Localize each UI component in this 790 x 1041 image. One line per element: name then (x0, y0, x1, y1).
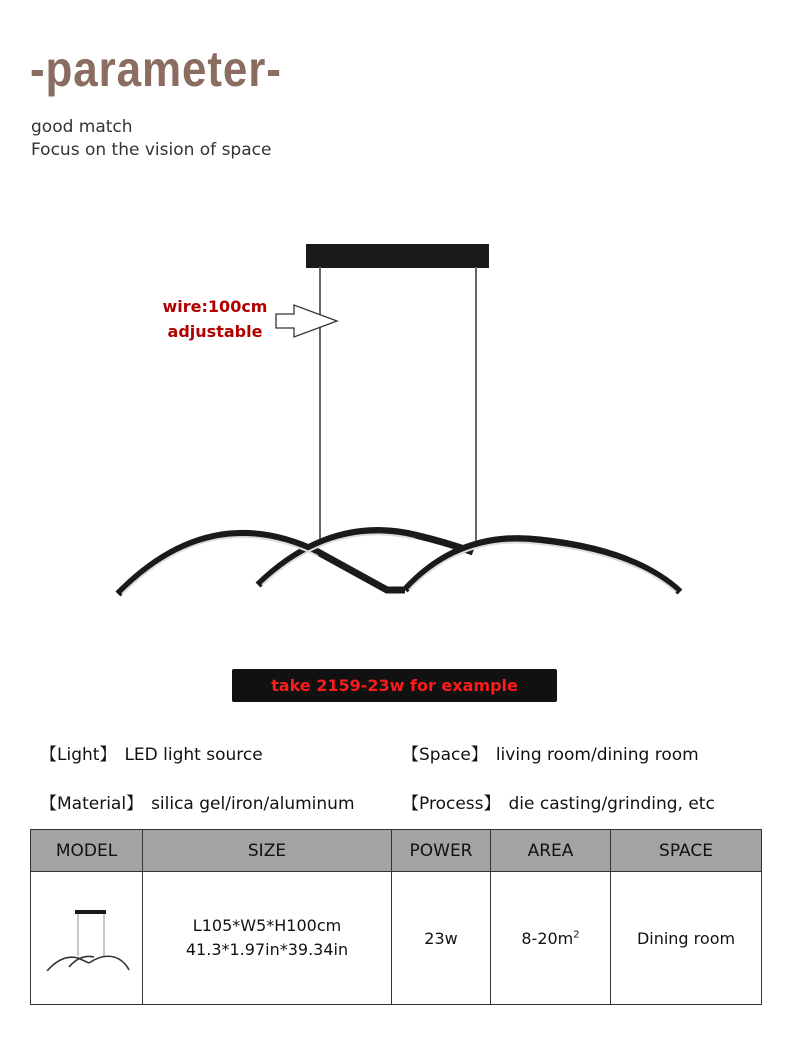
header-area: AREA (491, 830, 611, 872)
size-in: 41.3*1.97in*39.34in (185, 940, 349, 959)
spec-light-value: LED light source (124, 745, 263, 765)
subtitle-focus: Focus on the vision of space (31, 140, 272, 160)
subtitle-good-match: good match (31, 117, 133, 137)
lamp-diagram (0, 230, 790, 650)
area-cell (491, 872, 611, 1005)
spec-light-label: 【Light】 (40, 745, 117, 765)
spec-space-label: 【Space】 (402, 745, 488, 765)
header-size: SIZE (143, 830, 392, 872)
page-title: -parameter- (30, 41, 282, 97)
wire-adjustable-note: adjustable (167, 322, 263, 341)
header-model: MODEL (31, 830, 143, 872)
ceiling-canopy (306, 244, 489, 268)
space-cell: Dining room (611, 872, 762, 1005)
table-header-row (31, 830, 762, 872)
size-cm: L105*W5*H100cm (192, 916, 342, 935)
spec-material (40, 789, 355, 814)
example-banner: take 2159-23w for example (232, 669, 557, 702)
spec-process (402, 789, 715, 814)
header-power: POWER (392, 830, 491, 872)
spec-process-label: 【Process】 (402, 794, 501, 814)
spec-space-value: living room/dining room (495, 745, 699, 765)
spec-light (40, 740, 263, 765)
wire-length-note: wire:100cm (162, 297, 268, 316)
table-row (31, 872, 762, 1005)
spec-space (402, 740, 699, 765)
header-space: SPACE (611, 830, 762, 872)
power-cell: 23w (392, 872, 491, 1005)
area-unit-sup: 2 (573, 929, 580, 941)
model-thumbnail (42, 901, 132, 971)
lamp-arcs (118, 531, 680, 594)
lamp-arcs-highlight (122, 534, 676, 594)
wire-arrow-icon (276, 305, 337, 337)
spec-table (30, 829, 762, 1005)
spec-material-value: silica gel/iron/aluminum (151, 794, 355, 814)
model-thumbnail-cell (31, 872, 143, 1005)
spec-material-label: 【Material】 (40, 794, 144, 814)
size-cell (143, 872, 392, 1005)
spec-process-value: die casting/grinding, etc (508, 794, 715, 814)
area-value: 8-20m (521, 928, 574, 948)
